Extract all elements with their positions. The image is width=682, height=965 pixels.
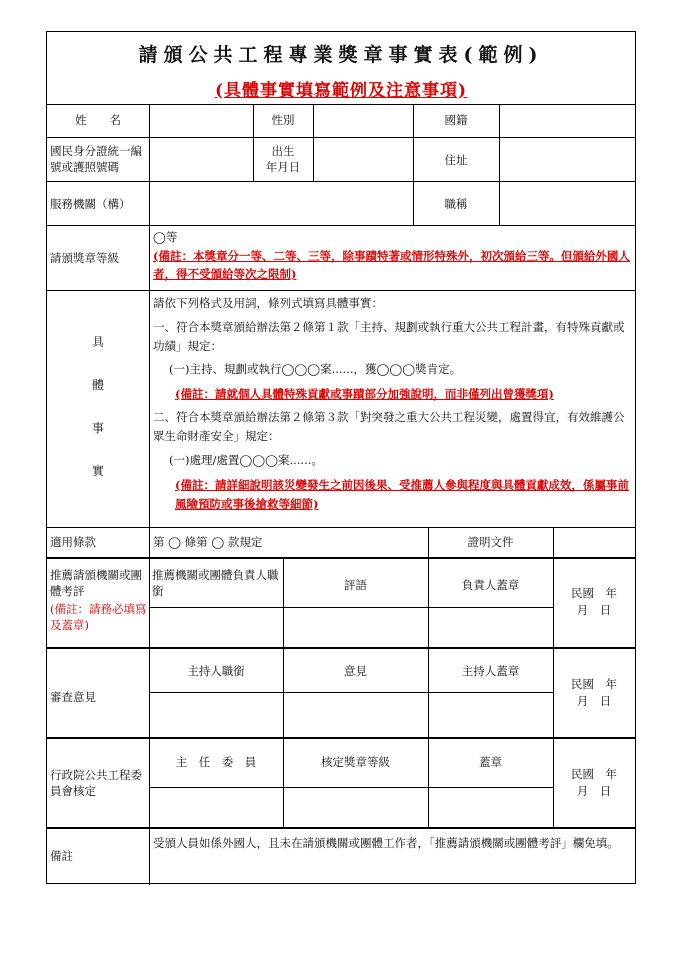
gender-field[interactable] (314, 105, 413, 137)
recommend-comment-field[interactable] (284, 608, 428, 647)
id-number-field[interactable] (150, 138, 253, 181)
facts-item-2: (一)處理/處置◯◯◯案......。 (169, 453, 323, 467)
remark-text: 受頒人員如係外國人，且未在請頒機關或團體工作者，「推薦請頒機關或團體考評」欄免填。 (153, 836, 619, 850)
facts-paragraph-2: 二、符合本獎章頒給辦法第２條第３款「對突發之重大公共工程災變，處置得宜，有效維護公眾生命財產安全」規定： (153, 410, 625, 443)
facts-intro: 請依下列格式及用詞，條列式填寫具體事實： (153, 296, 383, 310)
recommend-col-title: 推薦機關或團體負責人職銜 (152, 568, 279, 598)
approval-date[interactable]: 民國 年 月 日 (571, 767, 617, 798)
facts-label-char-3: 事 (91, 421, 104, 435)
org-field[interactable] (150, 182, 413, 225)
org-label: 服務機關（構） (50, 197, 131, 211)
grade-label: 請頒獎章等級 (50, 251, 119, 265)
approval-label: 行政院公共工程委員會核定 (50, 768, 142, 798)
id-number-label: 國民身分證統一編號或護照號碼 (50, 144, 142, 174)
name-label: 姓 名 (75, 113, 121, 127)
approval-seal-field[interactable] (429, 788, 553, 827)
proof-field[interactable] (554, 528, 635, 557)
page-subtitle: (具體事實填寫範例及注意事項) (214, 81, 468, 101)
approval-col-chair: 主 任 委 員 (175, 755, 257, 769)
review-label: 審查意見 (50, 690, 96, 704)
job-title-field[interactable] (500, 182, 635, 225)
birth-label-2: 年月日 (265, 160, 301, 174)
gender-label: 性別 (271, 113, 295, 127)
facts-label-char-4: 實 (91, 464, 104, 478)
review-date[interactable]: 民國 年 月 日 (571, 677, 617, 708)
review-seal-field[interactable] (429, 693, 553, 737)
recommend-col-seal: 負責人蓋章 (461, 578, 520, 592)
address-label: 住址 (444, 153, 468, 167)
review-opinion-field[interactable] (284, 693, 428, 737)
name-field[interactable] (150, 105, 253, 137)
birth-label-1: 出生 (271, 144, 295, 158)
form-table (46, 31, 636, 884)
review-col-seal: 主持人蓋章 (461, 664, 520, 678)
recommend-seal-field[interactable] (429, 608, 553, 647)
article-label: 適用條款 (50, 535, 96, 549)
nationality-label: 國籍 (444, 113, 468, 127)
facts-label-char-1: 具 (91, 335, 104, 349)
nationality-field[interactable] (500, 105, 635, 137)
approval-col-grade: 核定獎章等級 (321, 755, 390, 769)
proof-label: 證明文件 (467, 535, 514, 549)
facts-item-1: (一)主持、規劃或執行◯◯◯案......，獲◯◯◯獎肯定。 (169, 362, 462, 376)
recommend-date[interactable]: 民國 年 月 日 (571, 586, 617, 617)
approval-grade-field[interactable] (284, 788, 428, 827)
recommend-title-field[interactable] (150, 608, 283, 647)
grade-option[interactable]: ◯等 (153, 230, 178, 244)
recommend-col-comment: 評語 (344, 578, 367, 592)
facts-note-2: (備註：請詳細說明該災變發生之前因後果、受推薦人參與程度與具體貢獻成效，係屬事前風險預防或事後搶救等細節) (175, 478, 629, 511)
approval-col-seal: 蓋章 (479, 755, 502, 769)
recommend-label: 推薦請頒機關或團體考評 (50, 568, 142, 598)
facts-paragraph-1: 一、符合本獎章頒給辦法第２條第１款「主持、規劃或執行重大公共工程計畫，有特殊貢獻或功績」規定： (153, 320, 625, 353)
recommend-note: (備註：請務必填寫及蓋章) (50, 602, 147, 632)
article-value[interactable]: 第 ◯ 條第 ◯ 款規定 (153, 535, 263, 549)
review-host-field[interactable] (150, 693, 283, 737)
birth-date-field[interactable] (314, 138, 413, 181)
approval-chair-field[interactable] (150, 788, 283, 827)
remark-label: 備註 (50, 849, 73, 863)
facts-label-char-2: 體 (91, 378, 104, 392)
grade-note: (備註：本獎章分一等、二等、三等，除事蹟特著或情形特殊外，初次頒給三等。但頒給外國人者，得不受頒給等次之限制) (153, 249, 630, 281)
address-field[interactable] (500, 138, 635, 181)
page-title: 請頒公共工程專業獎章事實表(範例) (138, 44, 544, 66)
facts-note-1: (備註：請就個人具體特殊貢獻或事蹟部分加強說明，而非僅列出曾獲獎項) (175, 387, 554, 401)
review-col-host: 主持人職銜 (187, 664, 245, 678)
review-col-opinion: 意見 (344, 664, 367, 678)
job-title-label: 職稱 (444, 197, 468, 211)
